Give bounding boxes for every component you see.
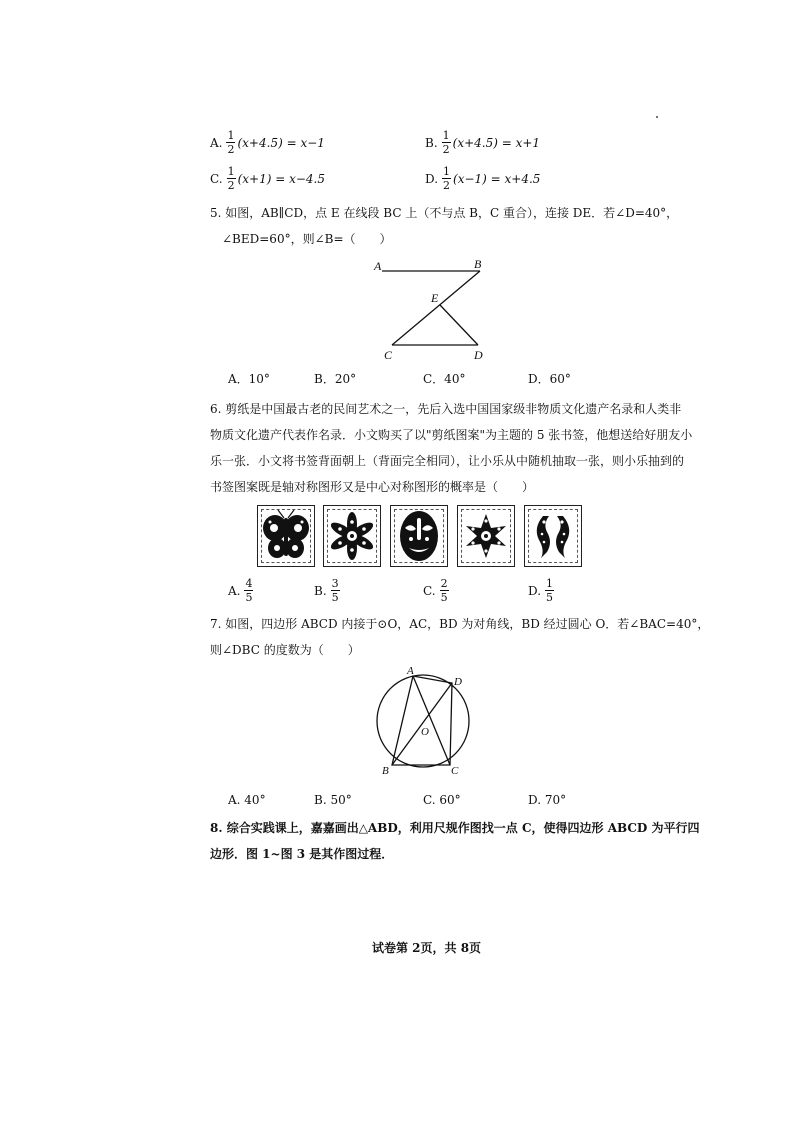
option-letter: C.	[423, 583, 436, 598]
fraction: $\frac{3}{5}$	[331, 577, 339, 604]
q6-option-d	[528, 578, 556, 603]
circle-o	[377, 675, 469, 767]
label-d: D	[474, 348, 483, 362]
equation-text: (x+4.5) = x−1	[237, 135, 325, 150]
q6-stem-line-2: 物质文化遗产代表作名录．小文购买了以"剪纸图案"为主题的 5 张书签，他想送给好朋友小	[210, 428, 693, 442]
q4-option-c	[210, 166, 325, 191]
q7-figure	[370, 664, 480, 780]
q8-stem-line-1: 8. 综合实践课上，嘉嘉画出△ABD，利用尺规作图找一点 C，使得四边形 ABCD 为平行四	[210, 821, 700, 835]
bookmark-fish-image	[524, 505, 582, 567]
label-c: C	[384, 348, 393, 362]
q5-option-b: B．20°	[314, 372, 357, 386]
page-footer: 试卷第 2页，共 8页	[372, 941, 482, 955]
bookmark-flower-image	[323, 505, 381, 567]
label-b: B	[382, 765, 389, 777]
q4-option-b	[425, 130, 540, 155]
q6-stem-line-3: 乐一张．小文将书签背面朝上（背面完全相同），让小乐从中随机抽取一张，则小乐抽到的	[210, 454, 685, 468]
q5-option-d: D．60°	[528, 372, 571, 386]
equation-text: (x−1) = x+4.5	[453, 171, 541, 186]
fraction: $\frac{1}{5}$	[546, 577, 554, 604]
label-a: A	[407, 665, 414, 677]
q4-option-d	[425, 166, 540, 191]
q6-stem-line-4: 书签图案既是轴对称图形又是中心对称图形的概率是（ ）	[210, 480, 535, 494]
q5-option-a: A．10°	[228, 372, 270, 386]
option-letter: B.	[314, 583, 327, 598]
fraction: $\frac{4}{5}$	[245, 577, 253, 604]
diagonal-ac	[413, 676, 450, 765]
q7-option-a: A. 40°	[228, 793, 266, 807]
option-letter: A.	[210, 135, 223, 150]
diagonal-bd	[392, 683, 452, 765]
q7-stem-line-1: 7. 如图，四边形 ABCD 内接于⊙O，AC，BD 为对角线，BD 经过圆心 O．若∠BAC=40°，	[210, 617, 710, 631]
label-a: A	[374, 259, 382, 273]
label-e: E	[431, 291, 439, 305]
equation-text: (x+1) = x−4.5	[237, 171, 325, 186]
q6-option-a	[228, 578, 255, 603]
fraction: $\frac{1}{2}$	[227, 129, 235, 156]
q5-stem-line-2: ∠BED=60°，则∠B=（ ）	[222, 232, 392, 246]
bookmark-mask-image	[390, 505, 448, 567]
q6-option-b	[314, 578, 342, 603]
scan-speck	[656, 116, 658, 118]
q6-stem-line-1: 6. 剪纸是中国最古老的民间艺术之一，先后入选中国国家级非物质文化遗产名录和人类非	[210, 402, 682, 416]
segment-de	[440, 305, 478, 345]
option-letter: D.	[528, 583, 542, 598]
q6-option-c	[423, 578, 451, 603]
q8-stem-line-2: 边形．图 1~图 3 是其作图过程．	[210, 847, 394, 861]
q7-option-d: D. 70°	[528, 793, 567, 807]
equation-text: (x+4.5) = x+1	[452, 135, 541, 150]
option-letter: B.	[425, 135, 438, 150]
bookmark-butterfly-image	[257, 505, 315, 567]
q7-option-b: B. 50°	[314, 793, 352, 807]
label-b: B	[474, 257, 482, 271]
fraction: $\frac{1}{2}$	[227, 165, 235, 192]
bookmark-mandala-image	[457, 505, 515, 567]
option-letter: A.	[228, 583, 241, 598]
option-letter: C.	[210, 171, 223, 186]
option-letter: D.	[425, 171, 439, 186]
fraction: $\frac{2}{5}$	[440, 577, 448, 604]
fraction: $\frac{1}{2}$	[443, 165, 451, 192]
label-o: O	[421, 726, 429, 738]
q5-option-c: C．40°	[423, 372, 466, 386]
q7-option-c: C. 60°	[423, 793, 461, 807]
fraction: $\frac{1}{2}$	[442, 129, 450, 156]
q7-stem-line-2: 则∠DBC 的度数为（ ）	[210, 643, 360, 657]
q4-option-a	[210, 130, 325, 155]
label-c: C	[451, 765, 459, 777]
label-d: D	[454, 676, 462, 688]
q5-figure	[370, 255, 500, 365]
q5-stem-line-1: 5. 如图，AB∥CD，点 E 在线段 BC 上（不与点 B，C 重合），连接 DE．若∠D=40°，	[210, 206, 679, 220]
